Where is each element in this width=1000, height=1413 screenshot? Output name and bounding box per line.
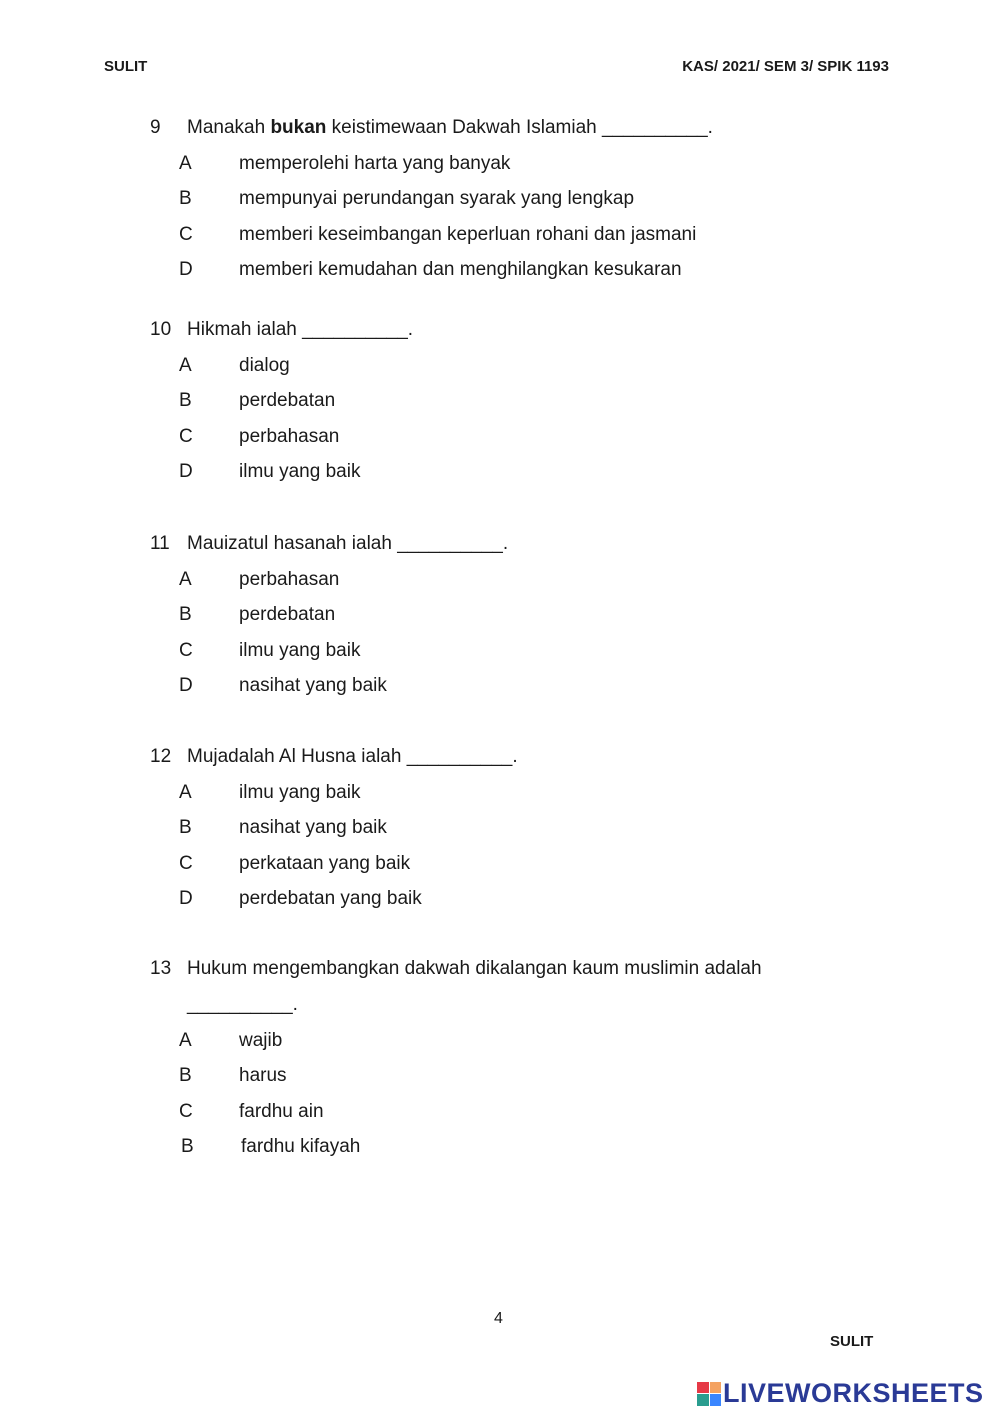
option-11a[interactable]: A perbahasan (179, 568, 340, 590)
option-12a[interactable]: A ilmu yang baik (179, 781, 361, 803)
question-text-continuation: __________. (187, 994, 298, 1015)
question-13 (150, 951, 910, 1165)
option-10d[interactable]: D ilmu yang baik (179, 461, 361, 483)
option-13d[interactable]: B fardhu kifayah (181, 1136, 361, 1158)
option-12b[interactable]: B nasihat yang baik (179, 817, 387, 839)
option-11b[interactable]: B perdebatan (179, 604, 336, 626)
option-13b[interactable]: B harus (179, 1065, 287, 1087)
option-9d[interactable]: D memberi kemudahan dan menghilangkan kesukaran (179, 259, 682, 281)
question-text: Hukum mengembangkan dakwah dikalangan kaum muslimin adalah (187, 958, 762, 979)
option-10a[interactable]: A dialog (179, 354, 290, 376)
question-number: 10 (150, 319, 172, 340)
option-11c[interactable]: C ilmu yang baik (179, 639, 361, 661)
question-text: Hikmah ialah __________. (187, 319, 414, 340)
question-9 (150, 110, 910, 288)
option-12c[interactable]: C perkataan yang baik (179, 852, 411, 874)
liveworksheets-logo-icon (697, 1382, 721, 1406)
brand-name: LIVEWORKSHEETS (723, 1378, 984, 1408)
question-10 (150, 312, 910, 490)
option-9a[interactable]: A memperolehi harta yang banyak (179, 152, 511, 174)
page-number: 4 (494, 1310, 503, 1327)
option-9b[interactable]: B mempunyai perundangan syarak yang lengkap (179, 188, 635, 210)
question-emphasis: bukan (270, 117, 327, 138)
question-11 (150, 526, 910, 704)
question-text: Manakah bukan keistimewaan Dakwah Islamiah __________. (187, 117, 713, 138)
option-11d[interactable]: D nasihat yang baik (179, 675, 387, 697)
question-number: 9 (150, 117, 161, 138)
question-12 (150, 739, 910, 917)
header-paper-code: KAS/ 2021/ SEM 3/ SPIK 1193 (682, 58, 889, 75)
header-classification: SULIT (104, 58, 148, 75)
question-number: 13 (150, 958, 172, 979)
option-10b[interactable]: B perdebatan (179, 390, 336, 412)
option-10c[interactable]: C perbahasan (179, 425, 340, 447)
question-text: Mujadalah Al Husna ialah __________. (187, 746, 518, 767)
question-number: 11 (150, 533, 170, 554)
liveworksheets-brand[interactable] (697, 1378, 984, 1409)
option-12d[interactable]: D perdebatan yang baik (179, 888, 422, 910)
option-13a[interactable]: A wajib (179, 1029, 283, 1051)
question-text: Mauizatul hasanah ialah __________. (187, 533, 509, 554)
footer-classification: SULIT (830, 1333, 874, 1350)
option-13c[interactable]: C fardhu ain (179, 1100, 324, 1122)
question-number: 12 (150, 746, 172, 767)
option-9c[interactable]: C memberi keseimbangan keperluan rohani dan jasmani (179, 223, 697, 245)
